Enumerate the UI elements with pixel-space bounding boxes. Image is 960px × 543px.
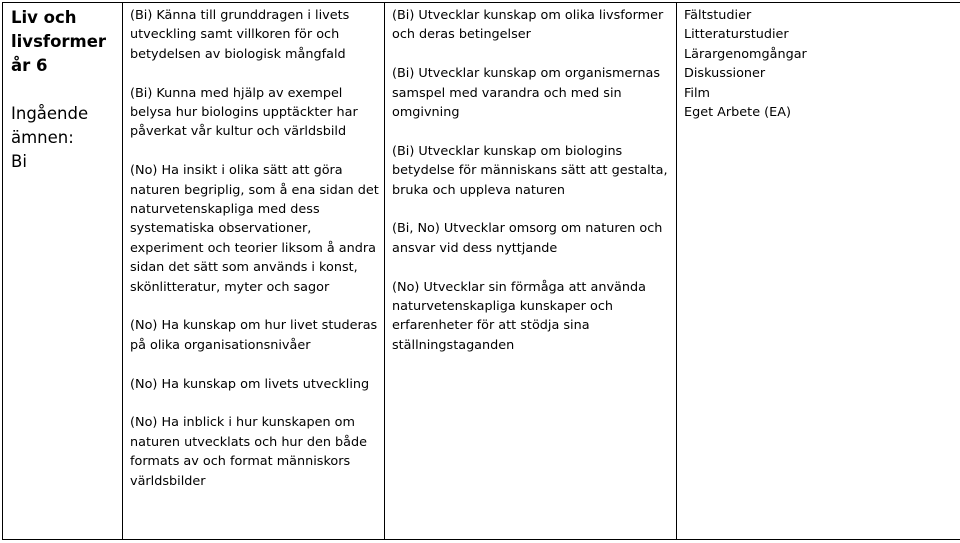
theme-title-line: år 6 [11,56,48,75]
goal-line: (Bi) Känna till grunddragen i livets [130,8,350,23]
goal-paragraph [130,84,380,142]
method-item: Film [684,85,711,101]
theme-title [3,3,122,78]
aim-line: (Bi, No) Utvecklar omsorg om naturen och [392,221,663,237]
goal-line: naturen utvecklats och hur den både [130,434,368,450]
methods-list [677,3,960,122]
goal-line: experiment och teorier liksom å andra [130,240,376,256]
goal-line: påverkat vår kultur och världsbild [130,124,347,140]
goal-paragraph [130,375,380,394]
subjects-info [3,78,122,174]
aims-cell [385,3,677,540]
aim-line: (No) Utvecklar sin förmåga att använda [392,279,646,295]
theme-title-line: Liv och [11,8,77,27]
aim-line: (Bi) Utvecklar kunskap om biologins [392,143,623,159]
goal-paragraph [130,413,380,491]
aim-line: naturvetenskapliga kunskaper och [392,299,613,315]
goal-line: sidan det sätt som används i konst, [130,260,358,276]
goals-list [123,3,384,491]
goal-line: (No) Ha insikt i olika sätt att göra [130,163,343,179]
aim-paragraph [392,219,672,258]
aim-paragraph [392,278,672,356]
aim-line: erfarenheter för att stödja sina [392,318,590,334]
goal-paragraph [130,316,380,355]
goal-line: betydelsen av biologisk mångfald [130,46,346,62]
goal-paragraph [130,6,380,64]
goal-line: världsbilder [130,473,206,489]
method-item: Eget Arbete (EA) [684,105,791,121]
methods-cell [677,3,960,540]
aim-line: och deras betingelser [392,27,531,43]
goal-line: skönlitteratur, myter och sagor [130,279,330,295]
goal-line: utveckling samt villkoren för och [130,27,340,43]
aim-line: samspel med varandra och med sin [392,85,622,101]
subjects-line: Bi [11,152,27,171]
aim-paragraph [392,6,672,45]
goal-paragraph [130,161,380,297]
theme-title-line: livsformer [11,32,107,51]
method-item: Diskussioner [684,66,766,82]
goal-line: (Bi) Kunna med hjälp av exempel [130,85,343,101]
aim-line: ställningstaganden [392,337,515,353]
aims-list [385,3,676,355]
method-item: Fältstudier [684,8,752,23]
goal-line: (No) Ha inblick i hur kunskapen om [130,415,355,431]
aim-line: (Bi) Utvecklar kunskap om olika livsformer [392,8,664,23]
aim-paragraph [392,142,672,200]
goal-line: formats av och format människors [130,454,351,470]
method-item: Lärargenomgångar [684,46,807,62]
goal-line: systematiska observationer, [130,221,312,237]
goals-cell [123,3,385,540]
goal-line: (No) Ha kunskap om livets utveckling [130,376,370,392]
goal-line: naturvetenskapliga med dess [130,202,320,218]
goal-line: på olika organisationsnivåer [130,337,311,353]
aim-line: ansvar vid dess nyttjande [392,240,558,256]
goal-line: (No) Ha kunskap om hur livet studeras [130,318,378,334]
theme-cell [3,3,123,540]
aim-line: betydelse för människans sätt att gestalta, [392,163,668,179]
aim-line: omgivning [392,105,460,121]
aim-line: bruka och uppleva naturen [392,182,565,198]
aim-line: (Bi) Utvecklar kunskap om organismernas [392,66,661,82]
planning-table [2,2,960,540]
goal-line: belysa hur biologins upptäckter har [130,105,358,121]
aim-paragraph [392,64,672,122]
subjects-line: Ingående [11,104,89,123]
subjects-line: ämnen: [11,128,74,147]
goal-line: naturen begriplig, som å ena sidan det [130,182,379,198]
method-item: Litteraturstudier [684,27,789,43]
